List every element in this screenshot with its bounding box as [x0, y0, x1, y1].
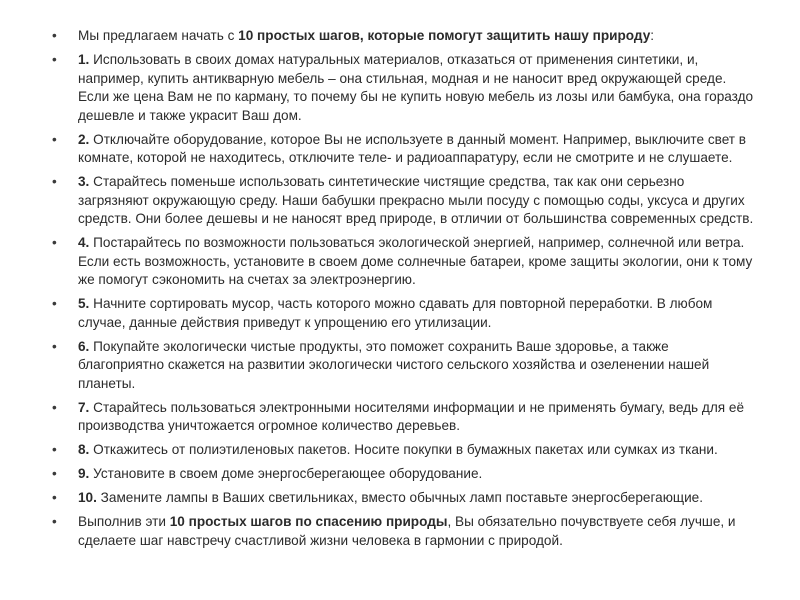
- step-number: 5.: [78, 296, 90, 311]
- bullet-icon: •: [52, 174, 57, 189]
- step-item: [52, 51, 758, 125]
- conclusion-prefix: Выполнив эти: [78, 514, 170, 529]
- step-text: Начните сортировать мусор, часть которого можно сдавать для повторной переработки. В любом случае, данные действия приведут к упрощению его утилизации.: [78, 296, 713, 330]
- step-item: [52, 173, 758, 229]
- step-item: [52, 399, 758, 436]
- intro-item: [52, 27, 758, 46]
- step-text: Покупайте экологически чистые продукты, это поможет сохранить Ваше здоровье, а также благоприятно скажется на развитии экологически чистого сельского хозяйства и озеленении нашей планеты.: [78, 338, 710, 391]
- bullet-icon: •: [52, 466, 57, 481]
- step-item: [52, 131, 758, 168]
- step-item: [52, 338, 758, 394]
- step-number: 9.: [78, 466, 90, 481]
- step-text: Постарайтесь по возможности пользоваться экологической энергией, например, солнечной или ветра. Если есть возможность, установите в своем доме солнечные батареи, кроме защиты экологии, они к тому же помогут сэкономить на счетах за электроэнергию.: [78, 235, 753, 287]
- conclusion-bold: 10 простых шагов по спасению природы: [169, 514, 448, 529]
- intro-prefix: Мы предлагаем начать с: [78, 28, 239, 43]
- step-text: Использовать в своих домах натуральных материалов, отказаться от применения синтетики, и, например, купить антикварную мебель – она стильная, модная и не наносит вред окружающей среде. Если же цена Вам не по карману, то почему бы не купить новую мебель из лозы или бамбука, она гораздо дешевле и также украсит Ваш дом.: [78, 52, 754, 123]
- step-number: 10.: [78, 490, 97, 505]
- step-item: [52, 465, 758, 484]
- bullet-icon: •: [52, 235, 57, 250]
- step-text: Старайтесь поменьше использовать синтетические чистящие средства, так как они серьезно загрязняют окружающую среду. Наши бабушки прекрасно мыли посуду с помощью соды, уксуса и других средств. Они более дешевы и не наносят вред природе, в отличии от большинства современных средств.: [78, 174, 754, 226]
- step-item: [52, 295, 758, 332]
- step-item: [52, 489, 758, 508]
- step-item: [52, 234, 758, 290]
- bullet-icon: •: [52, 514, 57, 529]
- step-item: [52, 441, 758, 460]
- intro-suffix: :: [650, 28, 655, 43]
- bullet-icon: •: [52, 28, 57, 43]
- conclusion-item: [52, 513, 758, 550]
- bullet-icon: •: [52, 52, 57, 67]
- intro-bold: 10 простых шагов, которые помогут защитить нашу природу: [238, 28, 651, 43]
- bullet-icon: •: [52, 296, 57, 311]
- step-number: 3.: [78, 174, 90, 189]
- step-number: 7.: [78, 399, 90, 415]
- step-text: Старайтесь пользоваться электронными носителями информации и не применять бумагу, ведь для её производства уничтожается огромное количество деревьев.: [78, 399, 745, 433]
- step-text: Замените лампы в Ваших светильниках, вместо обычных ламп поставьте энергосберегающие.: [96, 490, 704, 505]
- conclusion-suffix: , Вы обязательно почувствуете себя лучше, и сделаете шаг навстречу счастливой жизни человека в гармонии с природой.: [78, 514, 736, 548]
- step-text: Откажитесь от полиэтиленовых пакетов. Носите покупки в бумажных пакетах или сумках из ткани.: [89, 442, 718, 457]
- step-number: 2.: [78, 131, 90, 147]
- bullet-list: [52, 27, 758, 556]
- step-text: Установите в своем доме энергосберегающее оборудование.: [89, 466, 483, 481]
- step-number: 6.: [78, 338, 90, 354]
- step-number: 8.: [78, 442, 90, 457]
- bullet-icon: •: [52, 338, 57, 354]
- bullet-icon: •: [52, 490, 57, 505]
- bullet-icon: •: [52, 131, 57, 147]
- step-number: 1.: [78, 52, 90, 67]
- bullet-icon: •: [52, 442, 57, 457]
- step-number: 4.: [78, 235, 90, 250]
- step-text: Отключайте оборудование, которое Вы не используете в данный момент. Например, выключите свет в комнате, которой не находитесь, отключите теле- и радиоаппаратуру, если не смотрите и не слушаете.: [78, 131, 747, 165]
- bullet-icon: •: [52, 399, 57, 415]
